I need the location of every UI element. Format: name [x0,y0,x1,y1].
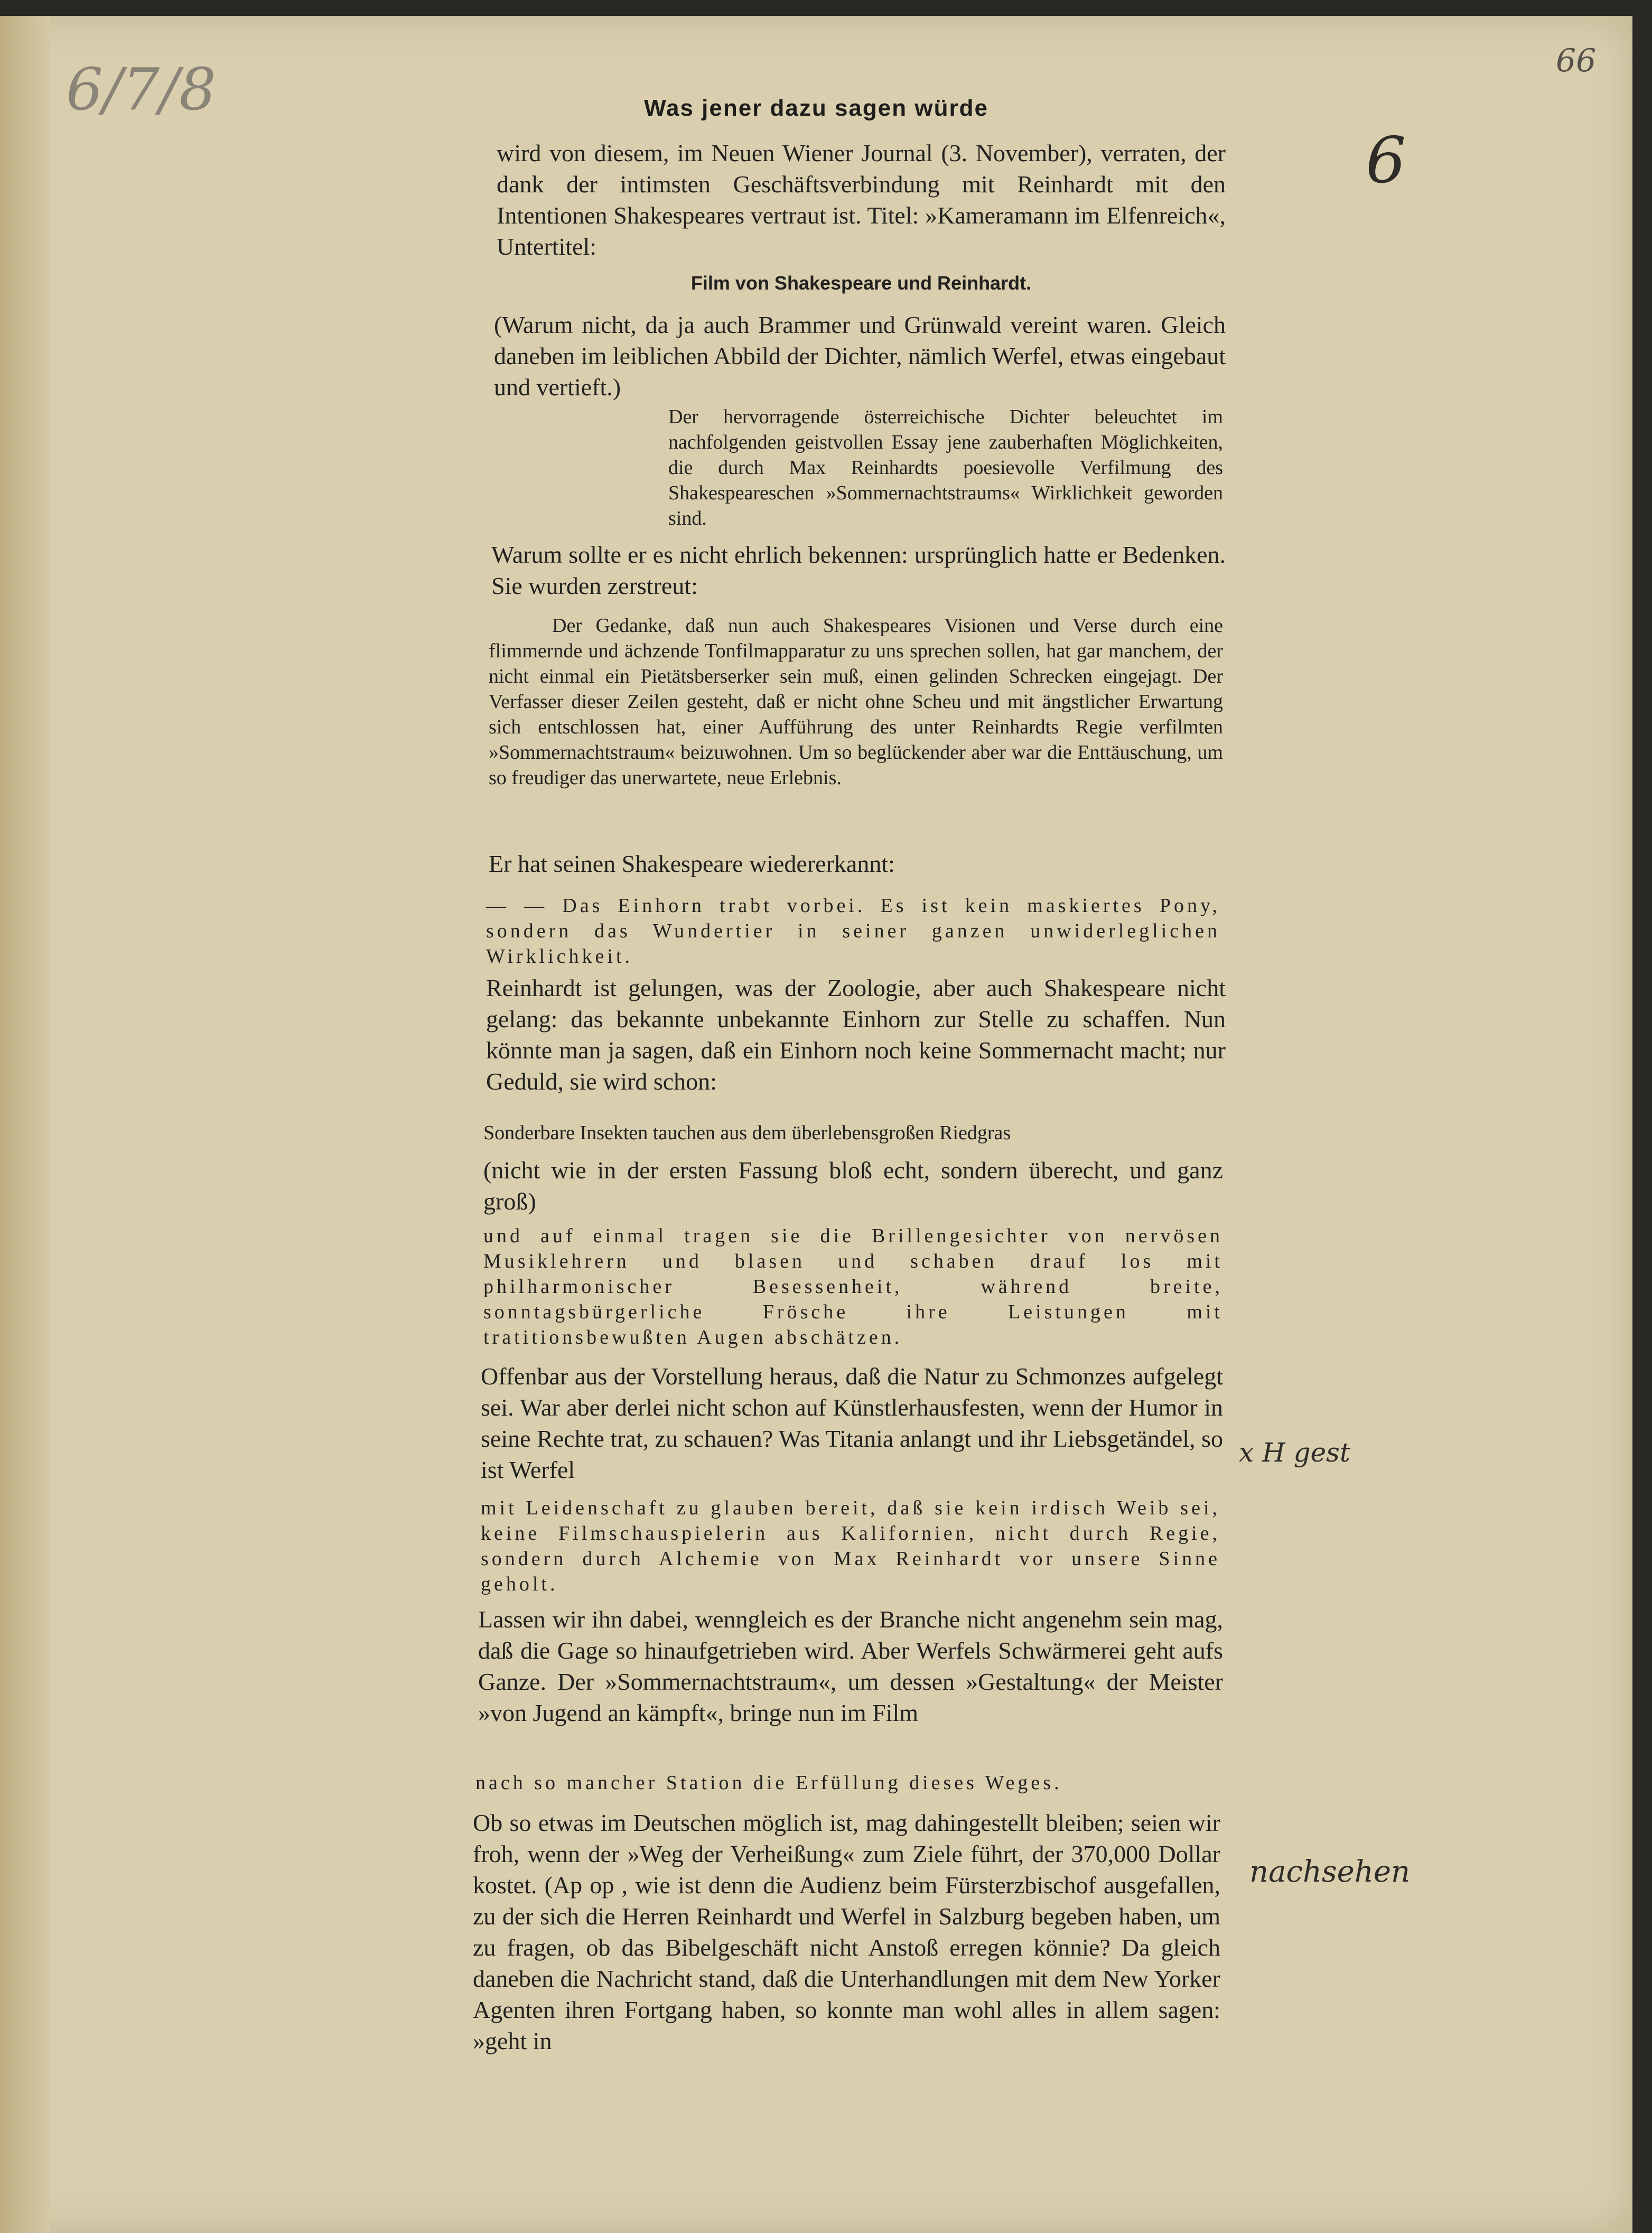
margin-note-lower: nachsehen [1249,1855,1411,1889]
paragraph-6: (nicht wie in der ersten Fassung bloß echt, sondern überecht, und ganz groß) [483,1157,1223,1215]
quote-1: Der hervorragende österreichische Dichter beleuchtet im nachfolgenden geistvollen Essay jene zauberhaften Möglichkeiten, die durch Max Reinhardts poesievolle Verfilmung des Shakespeareschen »Sommernachtstraums« Wirklichkeit geworden sind. [668,406,1223,529]
quote-7: nach so mancher Station die Erfüllung dieses Weges. [475,1772,1062,1794]
paragraph-1: wird von diesem, im Neuen Wiener Journal (3. November), verraten, der dank der intimsten Geschäftsverbindung mit Reinhardt mit den Intentionen Shakespeares vertraut ist. Titel: »Kameramann im Elfenreich«, Untertitel: [497,139,1226,260]
quote-3: — — Das Einhorn trabt vorbei. Es ist kein maskiertes Pony, sondern das Wundertier in seiner ganzen unwiderleglichen Wirklichkeit. [486,895,1220,967]
quote-4: Sonderbare Insekten tauchen aus dem überlebensgroßen Riedgras [483,1122,1011,1144]
margin-note-mid: x H gest [1239,1437,1350,1468]
paragraph-2: (Warum nicht, da ja auch Brammer und Grünwald vereint waren. Gleich daneben im leiblichen Abbild der Dichter, nämlich Werfel, etwas eingebaut und vertieft.) [494,311,1226,401]
article-title: Was jener dazu sagen würde [644,95,988,121]
margin-note-page-number: 66 [1556,42,1597,79]
paragraph-4: Er hat seinen Shakespeare wiedererkannt: [489,850,895,877]
paragraph-8: Lassen wir ihn dabei, wenngleich es der Branche nicht angenehm sein mag, daß die Gage so hinaufgetrieben wird. Aber Werfels Schwärmerei geht aufs Ganze. Der »Sommernachtstraum«, um dessen »Gestaltung« der Meister »von Jugend an kämpft«, bringe nun im Film [478,1606,1223,1726]
paragraph-9: Ob so etwas im Deutschen möglich ist, mag dahingestellt bleiben; seien wir froh, wenn der »Weg der Verheißung« zum Ziele führt, der 370,000 Dollar kostet. (Ap op , wie ist denn die Audienz beim Fürsterzbischof ausgefallen, zu der sich die Herren Reinhardt und Werfel in Salzburg begeben haben, um zu fragen, ob das Bibelgeschäft nicht Anstoß erregen könnie? Da gleich daneben die Nachricht stand, daß die Unterhandlungen mit dem New Yorker Agenten ihren Fortgang haben, so konnte man wohl alles in allem sagen: »geht in [473,1809,1220,2054]
margin-note-number: 6 [1366,124,1406,198]
margin-note-top-left: 6/7/8 [66,55,217,123]
quote-2: Der Gedanke, daß nun auch Shakespeares Visionen und Verse durch eine flimmernde und ächzende Tonfilmapparatur zu uns sprechen sollen, hat gar manchem, der nicht einmal ein Pietätsberserker sein muß, einen gelinden Schrecken eingejagt. Der Verfasser dieser Zeilen gesteht, daß er nicht ohne Scheu und mit ängstlicher Erwartung sich entschlossen hat, einer Aufführung des unter Reinhardts Regie verfilmten »Sommernachtstraum« beizuwohnen. Um so beglückender aber war die Enttäuschung, um so freudiger das unerwartete, neue Erlebnis. [489,615,1223,789]
paragraph-7: Offenbar aus der Vorstellung heraus, daß die Natur zu Schmonzes aufgelegt sei. War aber derlei nicht schon auf Künstlerhausfesten, wenn der Humor in seine Rechte trat, zu schauen? Was Titania anlangt und ihr Liebsgetändel, so ist Werfel [481,1363,1223,1483]
quote-6: mit Leidenschaft zu glauben bereit, daß sie kein irdisch Weib sei, keine Filmschauspielerin aus Kalifornien, nicht durch Regie, sondern durch Alchemie von Max Reinhardt vor unsere Sinne geholt. [481,1497,1220,1595]
page-spine [0,16,50,2233]
document-page [0,16,1632,2233]
quote-5: und auf einmal tragen sie die Brillengesichter von nervösen Musiklehrern und blasen und schaben drauf los mit philharmonischer Besessenheit, während breite, sonntagsbürgerliche Frösche ihre Leistungen mit tratitionsbewußten Augen abschätzen. [483,1225,1223,1348]
paragraph-3: Warum sollte er es nicht ehrlich bekennen: ursprünglich hatte er Bedenken. Sie wurden zerstreut: [491,541,1226,599]
paragraph-5: Reinhardt ist gelungen, was der Zoologie, aber auch Shakespeare nicht gelang: das bekannte unbekannte Einhorn zur Stelle zu schaffen. Nun könnte man ja sagen, daß ein Einhorn noch keine Sommernacht macht; nur Geduld, sie wird schon: [486,974,1226,1095]
subtitle: Film von Shakespeare und Reinhardt. [690,272,1032,294]
